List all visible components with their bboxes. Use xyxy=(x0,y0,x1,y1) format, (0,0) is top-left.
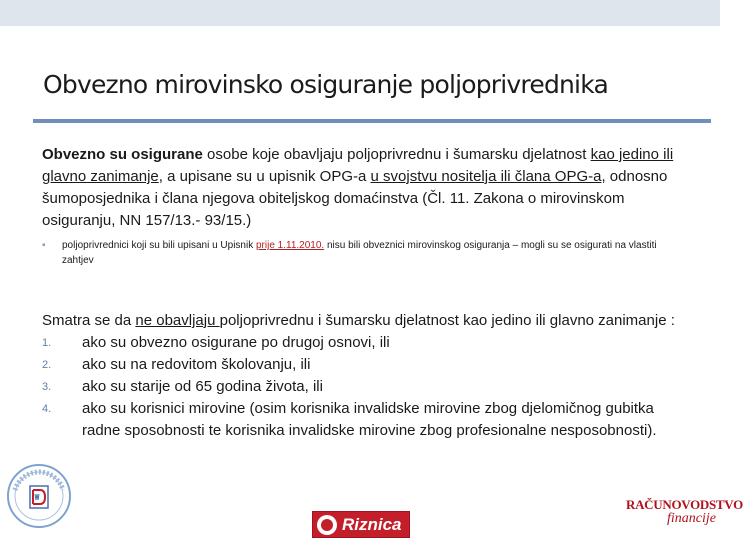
list-item xyxy=(42,354,682,376)
top-band xyxy=(0,0,720,26)
bullet-date: prije 1.11.2010. xyxy=(255,240,325,251)
para1-underline2: u svojstvu nositelja ili člana OPG-a xyxy=(370,168,602,185)
para2-underline: ne obavljaju xyxy=(135,312,220,329)
para1-text2: , a upisane su u upisnik OPG-a xyxy=(158,168,371,185)
racunovodstvo-logo-text: RAČUNOVODSTVO xyxy=(626,497,743,512)
bullet-text2: nisu bili obveznici mirovinskog osiguranja – mogli su se osigurati na vlastiti zahtjev xyxy=(62,240,657,266)
riznica-logo-text: Riznica xyxy=(342,514,402,534)
list-number: 1. xyxy=(42,337,52,349)
paragraph-obligation xyxy=(42,144,682,232)
list-text: ako su starije od 65 godina života, ili xyxy=(82,378,323,395)
para1-text3: , odnosno šumoposjednika i člana njegova obiteljskog domaćinstva (Čl. 11. Zakona o mirovinskom osiguranju, NN 157/13.- 93/15.) xyxy=(42,168,668,229)
slide-content xyxy=(42,144,682,442)
bullet-note xyxy=(42,238,682,268)
slide-title: Obvezno mirovinsko osiguranje poljoprivrednika xyxy=(43,70,608,99)
para1-bold: Obvezno su osigurane xyxy=(42,146,203,163)
list-number: 2. xyxy=(42,359,52,371)
list-number: 3. xyxy=(42,381,52,393)
para2-text1: Smatra se da xyxy=(42,312,136,329)
list-item xyxy=(42,398,682,442)
riznica-seal-icon xyxy=(317,515,337,535)
riznica-logo xyxy=(312,511,410,538)
para2-text2: poljoprivrednu i šumarsku djelatnost kao jedino ili glavno zanimanje : xyxy=(219,312,675,329)
financije-logo-text: financije xyxy=(667,511,716,526)
list-text: ako su korisnici mirovine (osim korisnika invalidske mirovine zbog djelomičnog gubitka radne sposobnosti te korisnika invalidske mirovine zbog profesionalne nesposobnosti). xyxy=(82,400,657,439)
title-underline xyxy=(33,119,711,123)
para1-underline1: kao jedino ili glavno zanimanje xyxy=(42,146,674,185)
exceptions-list xyxy=(42,332,682,442)
para1-text1: osobe koje obavljaju poljoprivrednu i šumarsku djelatnost xyxy=(202,146,591,163)
list-text: ako su na redovitom školovanju, ili xyxy=(82,356,311,373)
list-number: 4. xyxy=(42,403,52,415)
bullet-dot-icon: ▪ xyxy=(42,240,46,251)
bullet-text1: poljoprivrednici koji su bili upisani u Upisnik xyxy=(62,240,256,251)
paragraph-exceptions xyxy=(42,310,682,332)
list-item xyxy=(42,376,682,398)
seal-logo-icon xyxy=(5,460,73,532)
racunovodstvo-logo xyxy=(626,497,743,537)
list-text: ako su obvezno osigurane po drugoj osnovi, ili xyxy=(82,334,390,351)
list-item xyxy=(42,332,682,354)
